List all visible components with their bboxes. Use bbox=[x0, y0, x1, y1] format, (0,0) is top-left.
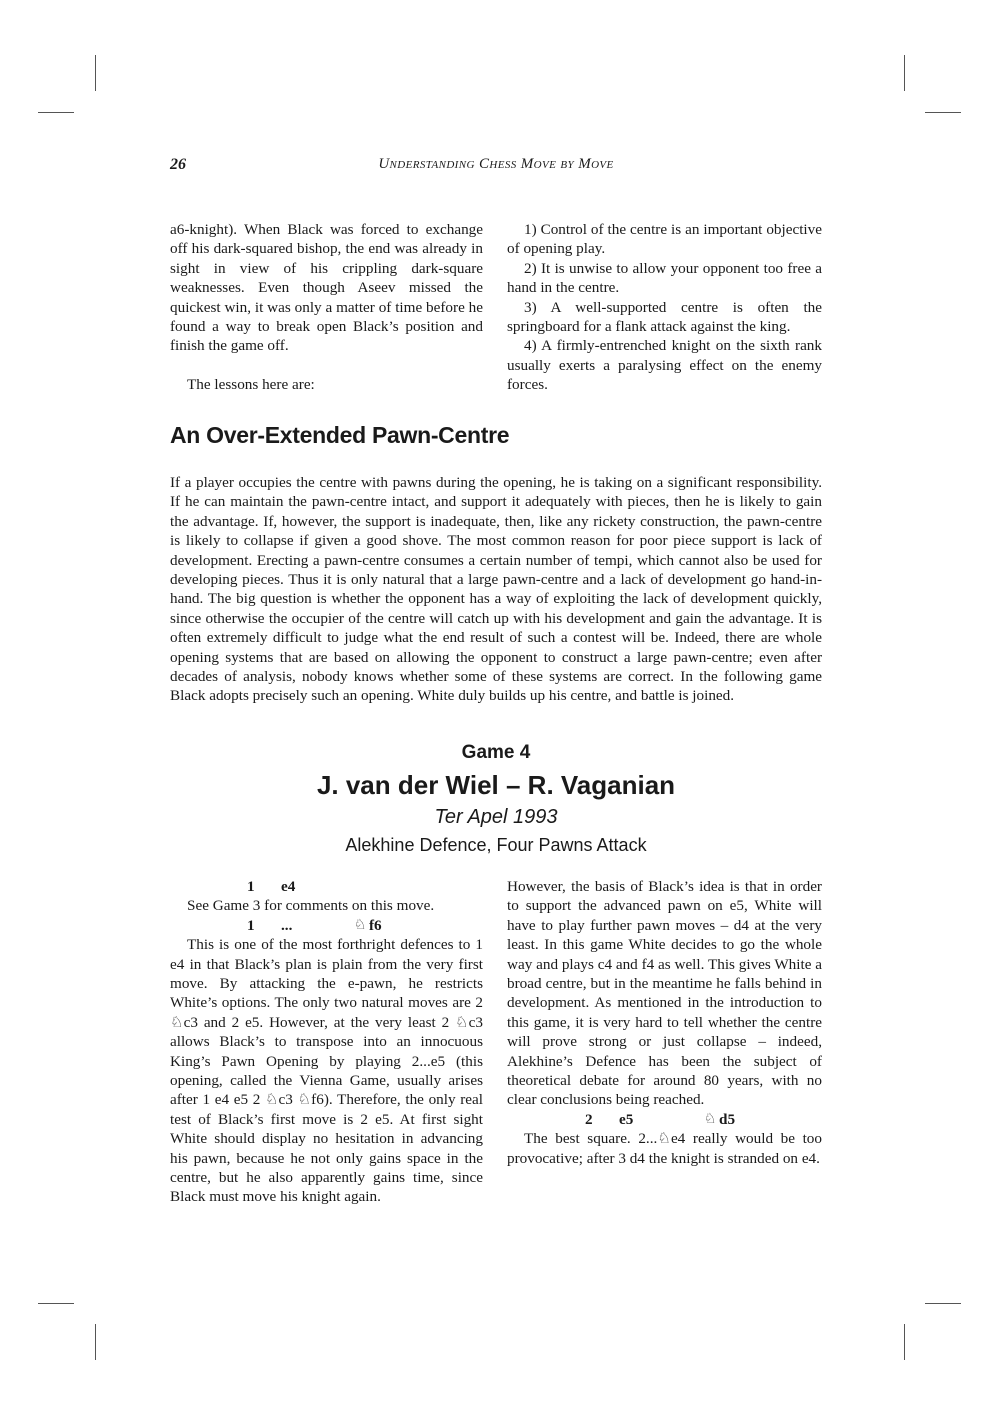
game-right-column bbox=[507, 877, 822, 1168]
move-comment: See Game 3 for comments on this move. bbox=[187, 897, 435, 915]
lesson-item: 1) Control of the centre is an important objective of opening play. bbox=[507, 221, 822, 258]
lesson-item: 3) A well-supported centre is often the springboard for a flank attack against the king. bbox=[507, 298, 822, 336]
knight-icon: ♘ bbox=[354, 916, 367, 933]
lesson-item: 4) A firmly-entrenched knight on the sixth rank usually exerts a paralysing effect on the enemy forces. bbox=[507, 337, 822, 394]
section-heading: An Over-Extended Pawn-Centre bbox=[170, 422, 510, 448]
crop-mark bbox=[904, 1324, 905, 1360]
move-line bbox=[170, 916, 483, 935]
running-head bbox=[170, 156, 822, 178]
crop-mark bbox=[38, 1303, 74, 1304]
lessons-intro: The lessons here are: bbox=[187, 375, 315, 393]
lessons-list bbox=[507, 220, 822, 395]
page-number: 26 bbox=[170, 156, 186, 173]
crop-mark bbox=[904, 55, 905, 91]
game-header bbox=[170, 740, 822, 858]
crop-mark bbox=[38, 112, 74, 113]
white-move: e4 bbox=[281, 878, 296, 895]
move-commentary: However, the basis of Black’s idea is that in order to support the advanced pawn on e5, White will have to play further pawn moves – d4 at the very least. In this game White decides to go the whole way and plays c4 and f4 as well. This gives White a broad centre, but in the meantime he falls behind in development. As mentioned in the introduction to this game, it is very hard to tell whether the centre will prove strong or just collapse – indeed, Alekhine’s Defence has been the subject of theoretical debate for around 80 years, with no clear conclusions being reached. bbox=[507, 878, 822, 1109]
move-line bbox=[170, 877, 483, 896]
continuation-paragraph: a6-knight). When Black was forced to exchange off his dark-squared bishop, the end was already in sight in view of his crippling dark-square weaknesses. Even though Aseev missed the quickest win, it was only a matter of time before he found a way to break open Black’s position and finish the game off. bbox=[170, 221, 483, 355]
game-event: Ter Apel 1993 bbox=[434, 806, 558, 828]
lesson-item: 2) It is unwise to allow your opponent too free a hand in the centre. bbox=[507, 259, 822, 297]
move-commentary: The best square. 2...♘e4 really would be too provocative; after 3 d4 the knight is stranded on e4. bbox=[507, 1130, 822, 1167]
move-line bbox=[507, 1110, 822, 1129]
move-commentary: This is one of the most forthright defences to 1 e4 in that Black’s plan is plain from the very first move. By attacking the e-pawn, he restricts White’s options. The only two natural moves are 2 ♘c3 and 2 e5. However, at the very least 2 ♘c3 allows Black’s to transpose into an innocuous King’s Pawn Opening by playing 2...e5 (this opening, called the Vienna Game, usually arises after 1 e4 e5 2 ♘c3 ♘f6). Therefore, the only real test of Black’s first move is 2 e5. At first sight White should display no hesitation in advancing his pawn, because he not only gains space in the centre, but he also apparently gains time, since Black must move his knight again. bbox=[170, 936, 483, 1206]
black-move: f6 bbox=[369, 916, 382, 934]
game-number: Game 4 bbox=[461, 742, 531, 763]
game-opening: Alekhine Defence, Four Pawns Attack bbox=[345, 835, 647, 855]
white-move: e5 bbox=[619, 1110, 634, 1128]
knight-icon: ♘ bbox=[704, 1110, 717, 1127]
move-number: 2 bbox=[585, 1110, 593, 1128]
crop-mark bbox=[95, 55, 96, 91]
move-ellipsis: ... bbox=[281, 916, 293, 934]
section-body: If a player occupies the centre with pawns during the opening, he is taking on a significant responsibility. If he can maintain the pawn-centre intact, and support it adequately with pieces, then he is likely to gain the advantage. If, however, the support is inadequate, then, like any rickety construction, the pawn-centre is likely to collapse if given a good shove. The most common reason for poor piece support is lack of development. Erecting a pawn-centre consumes a certain number of tempi, which cannot also be used for developing pieces. Thus it is only natural that a large pawn-centre and a lack of development go hand-in-hand. The big question is whether the opponent has a way of exploiting the lack of development quickly, since otherwise the occupier of the centre will catch up with his development and gain the advantage. It is often extremely difficult to judge what the end result of such a contest will be. Indeed, there are whole opening systems that are based on allowing the opponent to construct a large pawn-centre; even after decades of analysis, nobody knows whether some of these systems are correct. In the following game Black adopts precisely such an opening. White duly builds up his centre, and battle is joined. bbox=[170, 474, 822, 705]
book-title: Understanding Chess Move by Move bbox=[378, 156, 614, 172]
top-left-column bbox=[170, 220, 483, 394]
move-number: 1 bbox=[247, 916, 255, 934]
crop-mark bbox=[95, 1324, 96, 1360]
black-move: d5 bbox=[719, 1110, 736, 1128]
crop-mark bbox=[925, 112, 961, 113]
move-number: 1 bbox=[247, 878, 255, 895]
game-left-column bbox=[170, 877, 483, 1207]
game-players: J. van der Wiel – R. Vaganian bbox=[316, 770, 676, 800]
crop-mark bbox=[925, 1303, 961, 1304]
